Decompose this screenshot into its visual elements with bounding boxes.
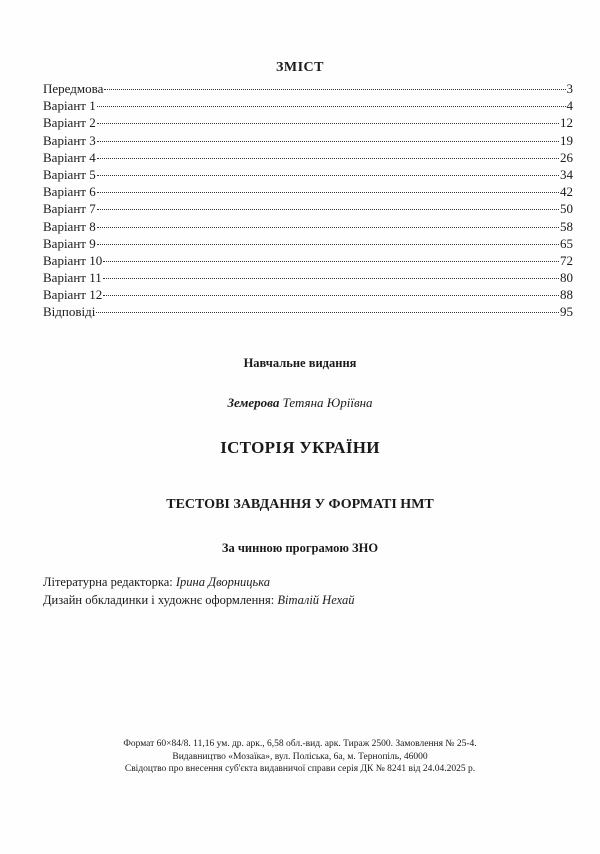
toc-entry-label: Варіант 1	[43, 98, 96, 114]
toc-leader-dots	[104, 89, 565, 90]
program-note: За чинною програмою ЗНО	[221, 541, 379, 555]
toc-entry	[43, 166, 573, 183]
table-of-contents	[43, 80, 573, 321]
toc-title: ЗМІСТ	[276, 60, 324, 75]
toc-entry-label: Варіант 6	[43, 184, 96, 200]
toc-entry-label: Варіант 8	[43, 218, 96, 234]
credit-name: Віталій Нехай	[277, 593, 355, 607]
credit-role: Літературна редакторка:	[43, 575, 173, 589]
toc-entry-label: Варіант 5	[43, 166, 96, 182]
toc-entry	[43, 252, 573, 269]
toc-leader-dots	[96, 312, 559, 313]
toc-entry-page: 95	[560, 304, 573, 320]
toc-entry-page: 12	[560, 115, 573, 131]
toc-entry	[43, 269, 573, 286]
imprint-format-line: Формат 60×84/8. 11,16 ум. др. арк., 6,58 обл.-вид. арк. Тираж 2500. Замовлення № 25-4.	[123, 739, 477, 749]
toc-leader-dots	[103, 295, 559, 296]
toc-leader-dots	[97, 227, 559, 228]
credit-designer	[43, 593, 354, 608]
toc-entry-label: Варіант 7	[43, 201, 96, 217]
toc-entry-page: 42	[560, 184, 573, 200]
toc-entry-page: 80	[560, 270, 573, 286]
toc-entry	[43, 303, 573, 320]
toc-leader-dots	[103, 261, 559, 262]
toc-entry-page: 26	[560, 149, 573, 165]
author-given-names: Тетяна Юріївна	[282, 395, 373, 410]
toc-entry-page: 4	[566, 98, 573, 114]
toc-entry	[43, 97, 573, 114]
imprint-publisher-line: Видавництво «Мозаїка», вул. Поліська, 6а, м. Тернопіль, 46000	[172, 752, 428, 762]
author-surname: Земерова	[227, 395, 280, 410]
toc-entry-label: Варіант 12	[43, 287, 103, 303]
toc-entry-page: 3	[566, 81, 573, 96]
credit-role: Дизайн обкладинки і художнє оформлення:	[43, 593, 275, 607]
toc-entry	[43, 286, 573, 303]
toc-entry	[43, 200, 573, 217]
toc-entry-label: Варіант 10	[43, 252, 103, 268]
toc-entry-label: Варіант 9	[43, 235, 96, 251]
toc-entry-label: Варіант 11	[43, 270, 102, 286]
edition-type: Навчальне видання	[243, 356, 357, 370]
toc-leader-dots	[97, 123, 559, 124]
toc-entry-label: Варіант 3	[43, 132, 96, 148]
toc-leader-dots	[97, 106, 566, 107]
toc-entry	[43, 149, 573, 166]
toc-entry-page: 65	[560, 235, 573, 251]
toc-entry-page: 58	[560, 218, 573, 234]
toc-leader-dots	[97, 158, 559, 159]
toc-leader-dots	[97, 244, 559, 245]
toc-leader-dots	[97, 192, 559, 193]
toc-entry-label: Передмова	[43, 81, 104, 96]
toc-entry-label: Варіант 2	[43, 115, 96, 131]
book-subtitle: ТЕСТОВІ ЗАВДАННЯ У ФОРМАТІ НМТ	[166, 497, 434, 512]
imprint-certificate-line: Свідоцтво про внесення суб'єкта видавничої справи серія ДК № 8241 від 24.04.2025 р.	[124, 764, 476, 774]
credit-editor	[43, 575, 270, 590]
toc-entry-page: 34	[560, 166, 573, 182]
credit-name: Ірина Дворницька	[175, 575, 271, 589]
toc-leader-dots	[103, 278, 559, 279]
toc-entry	[43, 114, 573, 131]
author-line	[0, 395, 600, 411]
toc-leader-dots	[97, 175, 559, 176]
toc-entry-page: 88	[560, 287, 573, 303]
toc-entry	[43, 80, 573, 97]
book-title: ІСТОРІЯ УКРАЇНИ	[220, 438, 380, 457]
toc-leader-dots	[97, 141, 559, 142]
toc-entry-page: 72	[560, 252, 573, 268]
toc-leader-dots	[97, 209, 559, 210]
toc-entry-page: 19	[560, 132, 573, 148]
toc-entry	[43, 183, 573, 200]
toc-entry-page: 50	[560, 201, 573, 217]
toc-entry	[43, 218, 573, 235]
toc-entry-label: Варіант 4	[43, 149, 96, 165]
toc-entry-label: Відповіді	[43, 304, 96, 320]
toc-entry	[43, 235, 573, 252]
toc-entry	[43, 132, 573, 149]
